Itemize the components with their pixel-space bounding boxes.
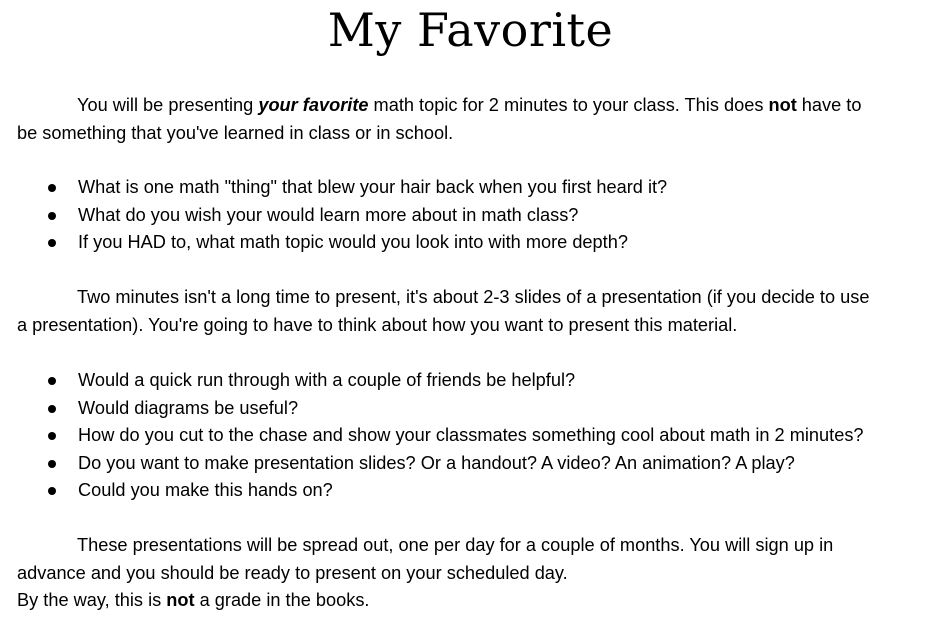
list-item <box>0 367 941 395</box>
intro-line-1 <box>17 92 932 120</box>
list-item <box>0 477 941 505</box>
list-item <box>0 395 941 423</box>
para3-text-a: By the way, this is <box>17 590 167 610</box>
para3-line-3 <box>17 587 932 615</box>
para2-line-2: a presentation). You're going to have to think about how you want to present this material. <box>17 314 738 335</box>
presentation-paragraph <box>17 284 932 339</box>
list-item-text: What is one math "thing" that blew your hair back when you first heard it? <box>78 177 668 197</box>
intro-line-2: be something that you've learned in class or in school. <box>17 122 454 143</box>
list-item-text: Would a quick run through with a couple of friends be helpful? <box>78 370 576 390</box>
bullet-icon <box>48 405 56 413</box>
intro-emphasis: your favorite <box>258 95 369 115</box>
list-item-text: If you HAD to, what math topic would you look into with more depth? <box>78 232 628 252</box>
bullet-icon <box>48 184 56 192</box>
para3-line-1: These presentations will be spread out, one per day for a couple of months. You will sign up in <box>77 535 834 555</box>
list-item <box>0 174 941 202</box>
list-item <box>0 422 941 450</box>
para3-text-b: a grade in the books. <box>194 590 370 610</box>
bullet-icon <box>48 239 56 247</box>
list-item-text: Do you want to make presentation slides? Or a handout? A video? An animation? A play? <box>78 452 795 473</box>
question-list <box>0 174 941 257</box>
intro-bold-not: not <box>768 95 797 115</box>
schedule-paragraph <box>17 532 932 615</box>
intro-text-a: You will be presenting <box>77 95 259 115</box>
intro-text-b: math topic for 2 minutes to your class. This does <box>368 95 769 115</box>
para2-line-1: Two minutes isn't a long time to present, it's about 2-3 slides of a presentation (if you decide to use <box>77 287 870 307</box>
list-item-text: Would diagrams be useful? <box>78 397 299 418</box>
list-item <box>0 202 941 230</box>
bullet-icon <box>48 460 56 468</box>
para3-bold-not: not <box>166 590 195 610</box>
list-item <box>0 450 941 478</box>
bullet-icon <box>48 432 56 440</box>
list-item-text: How do you cut to the chase and show your classmates something cool about math in 2 minutes? <box>78 425 864 445</box>
para3-line-2: advance and you should be ready to present on your scheduled day. <box>17 562 568 583</box>
bullet-icon <box>48 212 56 220</box>
page-title: My Favorite <box>327 3 614 57</box>
planning-list <box>0 367 941 505</box>
list-item-text: Could you make this hands on? <box>78 480 333 500</box>
bullet-icon <box>48 377 56 385</box>
bullet-icon <box>48 487 56 495</box>
intro-text-c: have to <box>796 95 862 115</box>
intro-paragraph <box>17 92 932 147</box>
list-item <box>0 229 941 257</box>
list-item-text: What do you wish your would learn more about in math class? <box>78 204 579 225</box>
